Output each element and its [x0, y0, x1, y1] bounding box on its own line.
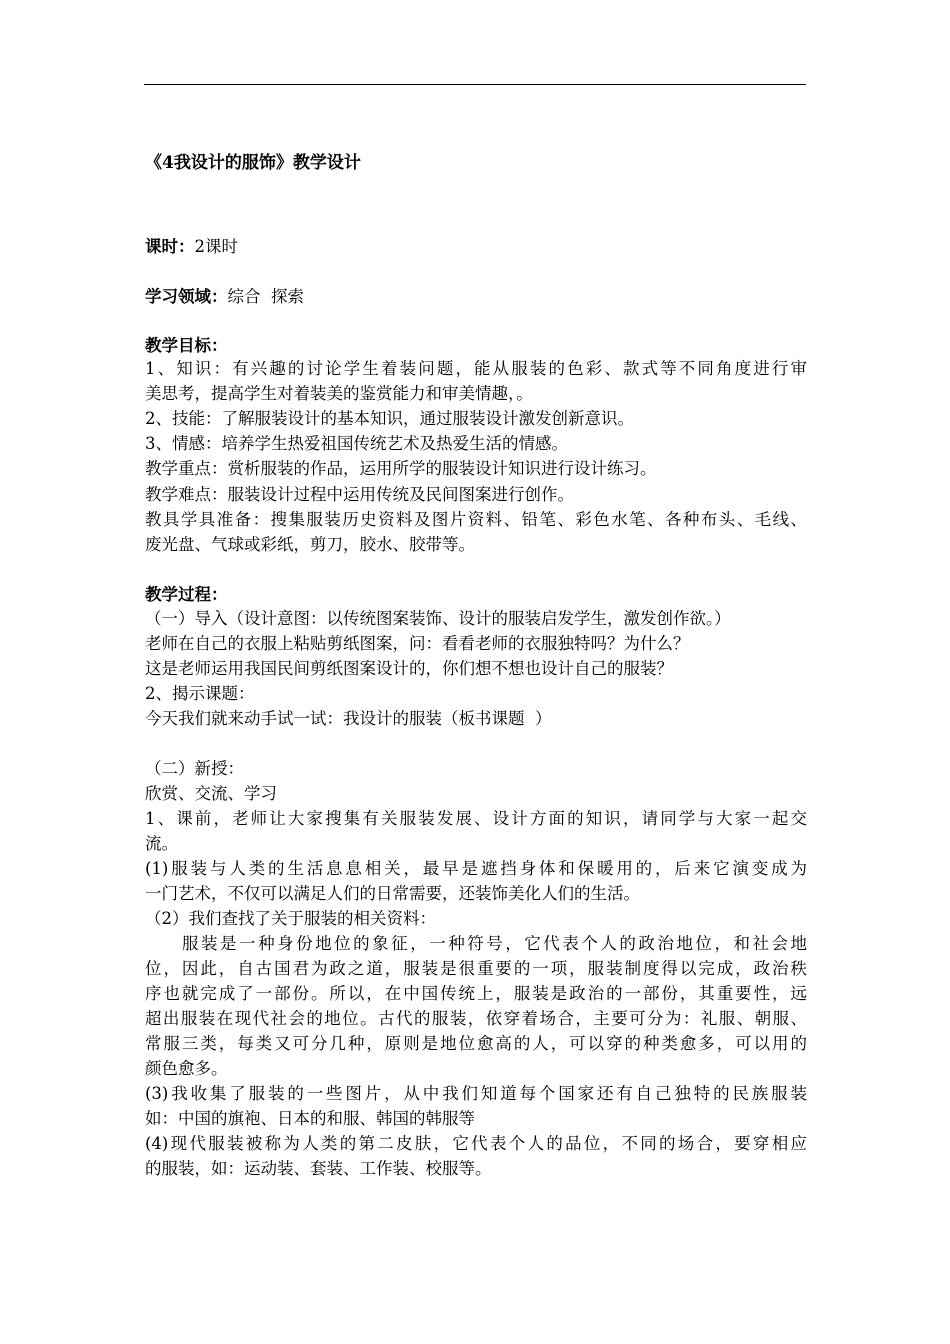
- objectives-line: 教具学具准备：搜集服装历史资料及图片资料、铅笔、彩色水笔、各种布头、毛线、: [145, 510, 807, 529]
- objectives-line: 1、知识：有兴趣的讨论学生着装问题，能从服装的色彩、款式等不同角度进行审: [145, 359, 807, 378]
- header-rule: [144, 84, 806, 85]
- class-hours: [145, 235, 238, 258]
- class-hours-value: 2课时: [194, 237, 238, 256]
- objectives-line: 教学重点：赏析服装的作品，运用所学的服装设计知识进行设计练习。: [145, 459, 657, 478]
- process-line: 如：中国的旗袍、日本的和服、韩国的韩服等: [145, 1109, 475, 1128]
- objectives-line: 美思考，提高学生对着装美的鉴赏能力和审美情趣，。: [145, 384, 533, 403]
- process-line: (4)现代服装被称为人类的第二皮肤，它代表个人的品位，不同的场合，要穿相应: [145, 1134, 807, 1153]
- process-line: 2、揭示课题：: [145, 684, 255, 703]
- objectives-heading: 教学目标：: [145, 336, 228, 355]
- objectives-line: 3、情感：培养学生热爱祖国传统艺术及热爱生活的情感。: [145, 434, 568, 453]
- process-line: 1、课前，老师让大家搜集有关服装发展、设计方面的知识，请同学与大家一起交: [145, 809, 807, 828]
- objectives-line: 2、技能：了解服装设计的基本知识，通过服装设计激发创新意识。: [145, 409, 634, 428]
- class-hours-label: 课时：: [145, 237, 195, 256]
- process-line: （一）导入（设计意图：以传统图案装饰、设计的服装启发学生，激发创作欲。）: [145, 609, 731, 628]
- process-line: 的服装，如：运动装、套装、工作装、校服等。: [145, 1159, 492, 1178]
- process-line: 常服三类，每类又可分几种，原则是地位愈高的人，可以穿的种类愈多，可以用的: [145, 1034, 807, 1053]
- learning-domain: [145, 285, 304, 308]
- process-line: (1)服装与人类的生活息息相关，最早是遮挡身体和保暖用的，后来它演变成为: [145, 859, 807, 878]
- process-line: 序也就完成了一部份。所以，在中国传统上，服装是政治的一部份，其重要性，远: [145, 984, 807, 1003]
- process-line: 颜色愈多。: [145, 1059, 228, 1078]
- objectives-line: 教学难点：服装设计过程中运用传统及民间图案进行创作。: [145, 485, 574, 504]
- process-line: 欣赏、交流、学习: [145, 784, 277, 803]
- learning-domain-value: 综合 探索: [227, 287, 304, 306]
- process-line: 超出服装在现代社会的地位。古代的服装，依穿着场合，主要可分为：礼服、朝服、: [145, 1009, 807, 1028]
- process-line: （二）新授：: [145, 759, 244, 778]
- process-line: 服装是一种身份地位的象征，一种符号，它代表个人的政治地位，和社会地: [182, 934, 807, 953]
- process-line: 今天我们就来动手试一试：我设计的服装（板书课题 ）: [145, 709, 552, 728]
- process-heading: 教学过程：: [145, 585, 228, 604]
- document-title: 《4我设计的服饰》教学设计: [145, 153, 361, 173]
- process-line: 流。: [145, 834, 178, 853]
- process-line: （2）我们查找了关于服装的相关资料：: [145, 909, 436, 928]
- process-line: 位，因此，自古国君为政之道，服装是很重要的一项，服装制度得以完成，政治秩: [145, 959, 807, 978]
- process-line: (3)我收集了服装的一些图片，从中我们知道每个国家还有自己独特的民族服装: [145, 1084, 807, 1103]
- learning-domain-label: 学习领域：: [145, 287, 228, 306]
- objectives-line: 废光盘、气球或彩纸，剪刀，胶水、胶带等。: [145, 535, 475, 554]
- process-line: 老师在自己的衣服上粘贴剪纸图案，问：看看老师的衣服独特吗？为什么？: [145, 634, 690, 653]
- process-line: 一门艺术，不仅可以满足人们的日常需要，还装饰美化人们的生活。: [145, 884, 640, 903]
- process-line: 这是老师运用我国民间剪纸图案设计的，你们想不想也设计自己的服装？: [145, 659, 673, 678]
